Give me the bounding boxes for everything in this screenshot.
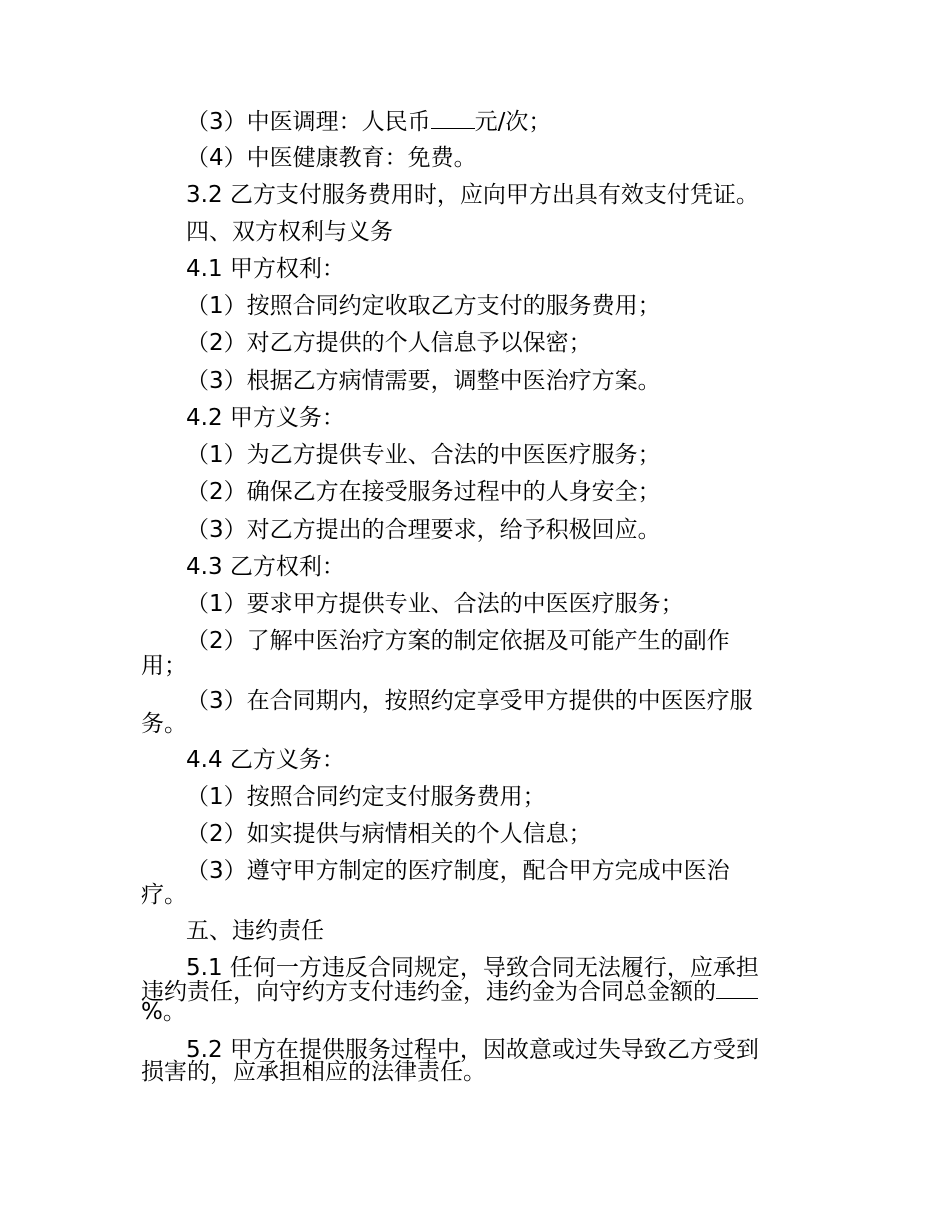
- clause-4-1-heading: 4.1 甲方权利：: [186, 256, 345, 282]
- list-item: （3）遵守甲方制定的医疗制度，配合甲方完成中医治: [186, 858, 730, 884]
- list-item: （1）按照合同约定收取乙方支付的服务费用；: [186, 293, 661, 319]
- section-heading-5: 五、违约责任: [186, 918, 324, 944]
- section-heading-4: 四、双方权利与义务: [186, 219, 393, 245]
- clause-4-4-heading: 4.4 乙方义务：: [186, 747, 345, 773]
- list-item: （1）按照合同约定支付服务费用；: [186, 784, 546, 810]
- fee-item-health-education: （4）中医健康教育：免费。: [186, 145, 477, 171]
- list-item: （2）如实提供与病情相关的个人信息；: [186, 821, 592, 847]
- clause-5-1: 5.1 任何一方违反合同规定，导致合同无法履行，应承担: [186, 955, 759, 981]
- fee-item-tcm-conditioning: （3）中医调理：人民币 元/次；: [186, 109, 552, 135]
- clause-4-2-heading: 4.2 甲方义务：: [186, 405, 345, 431]
- list-item: （2）确保乙方在接受服务过程中的人身安全；: [186, 479, 661, 505]
- list-item: （2）了解中医治疗方案的制定依据及可能产生的副作: [186, 628, 730, 654]
- list-item: （1）要求甲方提供专业、合法的中医医疗服务；: [186, 591, 684, 617]
- list-item-continuation: 务。: [141, 711, 187, 737]
- list-item: （3）根据乙方病情需要，调整中医治疗方案。: [186, 368, 661, 394]
- blank-field: [431, 108, 475, 129]
- clause-5-2: 5.2 甲方在提供服务过程中，因故意或过失导致乙方受到: [186, 1037, 759, 1063]
- blank-field: [716, 978, 758, 999]
- clause-5-2-line-2: 损害的，应承担相应的法律责任。: [141, 1059, 486, 1085]
- clause-5-1-line-2: 违约责任，向守约方支付违约金，违约金为合同总金额的: [141, 978, 758, 1005]
- list-item: （2）对乙方提供的个人信息予以保密；: [186, 330, 592, 356]
- clause-5-1-line-3: %。: [141, 999, 186, 1025]
- list-item: （1）为乙方提供专业、合法的中医医疗服务；: [186, 442, 661, 468]
- list-item-continuation: 疗。: [141, 882, 187, 908]
- list-item: （3）在合同期内，按照约定享受甲方提供的中医医疗服: [186, 688, 753, 714]
- list-item-continuation: 用；: [141, 653, 187, 679]
- list-item: （3）对乙方提出的合理要求，给予积极回应。: [186, 517, 661, 543]
- clause-3-2: 3.2 乙方支付服务费用时，应向甲方出具有效支付凭证。: [186, 182, 759, 208]
- clause-4-3-heading: 4.3 乙方权利：: [186, 554, 345, 580]
